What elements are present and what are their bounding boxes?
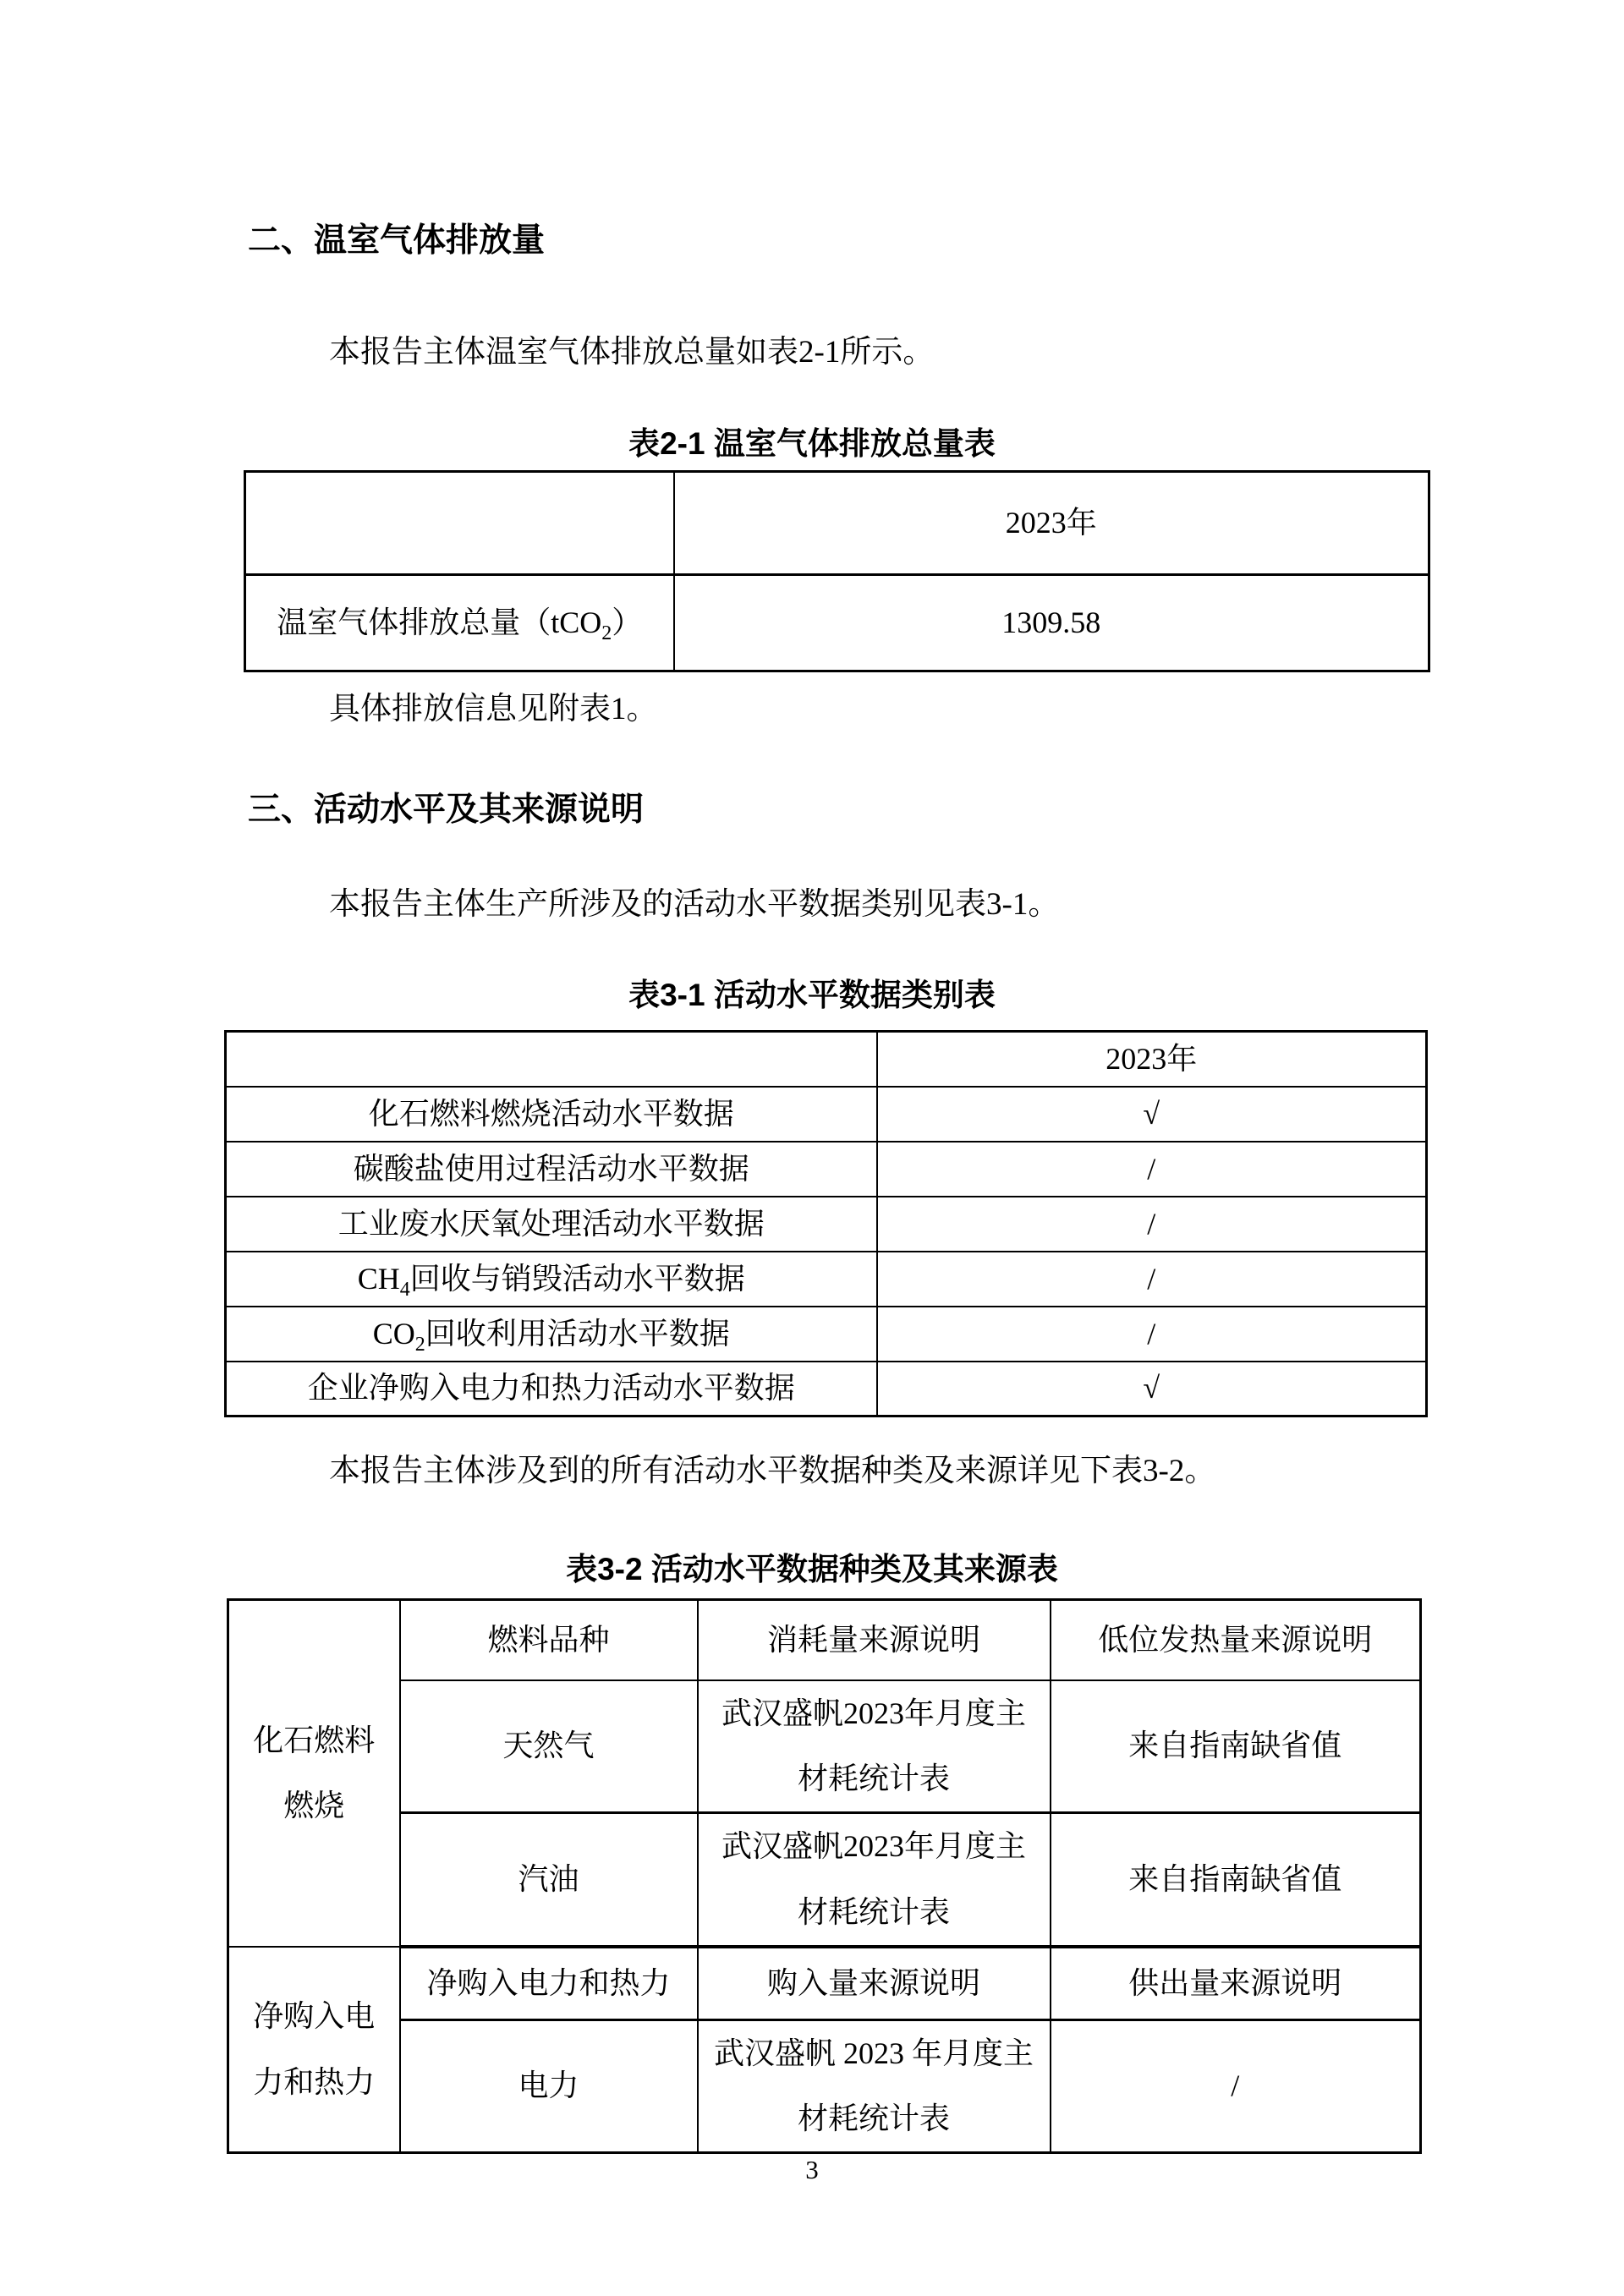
- table-2-1-header-row: [245, 472, 1429, 575]
- table-cell: 汽油: [400, 1813, 698, 1947]
- table-cell: 电力: [400, 2019, 698, 2153]
- label-text: 温室气体排放总量（tCO: [277, 606, 602, 640]
- label-text: 碳酸盐使用过程活动水平数据: [353, 1151, 749, 1186]
- table-row: [226, 1087, 1427, 1142]
- section-3-intro: 本报告主体生产所涉及的活动水平数据类别见表3-1。: [329, 887, 1060, 922]
- section-2-intro: 本报告主体温室气体排放总量如表2-1所示。: [329, 335, 935, 370]
- table-cell: 低位发热量来源说明: [1051, 1600, 1421, 1680]
- section-3-intro2: 本报告主体涉及到的所有活动水平数据种类及来源详见下表3-2。: [329, 1454, 1216, 1488]
- table-cell-value: √: [877, 1362, 1427, 1417]
- label-subscript: 2: [601, 622, 612, 645]
- table-cell: /: [1051, 2019, 1421, 2153]
- table-row: [228, 1947, 1421, 2019]
- table-cell-value: /: [877, 1307, 1427, 1362]
- table-cell-empty: [226, 1032, 877, 1087]
- table-cell-value: /: [877, 1197, 1427, 1252]
- table-row: [226, 1362, 1427, 1417]
- table-3-2: [227, 1598, 1422, 2154]
- table-row: [226, 1142, 1427, 1197]
- table-cell-value: /: [877, 1142, 1427, 1197]
- table-3-1-header-row: [226, 1032, 1427, 1087]
- table-row: [228, 1600, 1421, 1680]
- table-2-1: [244, 470, 1430, 672]
- table-cell: 净购入电力和热力: [400, 1947, 698, 2019]
- table-3-1-caption: 表3-1 活动水平数据类别表: [628, 978, 996, 1012]
- section-2-note: 具体排放信息见附表1。: [329, 692, 658, 726]
- table-cell: 购入量来源说明: [698, 1947, 1051, 2019]
- table-cell-empty: [245, 472, 674, 575]
- table-cell-label: [226, 1197, 877, 1252]
- table-cell: 燃料品种: [400, 1600, 698, 1680]
- table-row: [226, 1307, 1427, 1362]
- table-row: [228, 2019, 1421, 2153]
- label-text: ）: [612, 606, 643, 640]
- table-cell-label: [245, 575, 674, 671]
- table-cell-value: /: [877, 1252, 1427, 1307]
- section-3-heading: 三、活动水平及其来源说明: [248, 792, 645, 828]
- table-cell: 来自指南缺省值: [1051, 1680, 1421, 1813]
- page-number: 3: [805, 2155, 819, 2184]
- table-cell: 武汉盛帆2023年月度主材耗统计表: [698, 1680, 1051, 1813]
- label-text: 企业净购入电力和热力活动水平数据: [307, 1371, 795, 1406]
- table-3-1: [224, 1030, 1428, 1417]
- table-cell: 供出量来源说明: [1051, 1947, 1421, 2019]
- section-2-heading: 二、温室气体排放量: [248, 222, 546, 259]
- table-cell-label: [226, 1362, 877, 1417]
- label-text: 回收与销毁活动水平数据: [409, 1261, 745, 1296]
- table-cell-year: 2023年: [877, 1032, 1427, 1087]
- table-cell: 天然气: [400, 1680, 698, 1813]
- label-subscript: 2: [414, 1333, 425, 1356]
- table-cell-label: [226, 1142, 877, 1197]
- table-cell: 武汉盛帆 2023 年月度主材耗统计表: [698, 2019, 1051, 2153]
- table-row: [226, 1252, 1427, 1307]
- table-cell-value: √: [877, 1087, 1427, 1142]
- label-text: 工业废水厌氧处理活动水平数据: [337, 1206, 765, 1241]
- table-cell-group-label: 化石燃料燃烧: [228, 1600, 400, 1948]
- table-row: [228, 1813, 1421, 1947]
- table-row: [226, 1197, 1427, 1252]
- label-text: CH: [357, 1261, 400, 1296]
- table-cell-label: [226, 1087, 877, 1142]
- table-cell-group-label: 净购入电力和热力: [228, 1947, 400, 2153]
- table-cell-label: [226, 1307, 877, 1362]
- table-row: [228, 1680, 1421, 1813]
- label-text: 回收利用活动水平数据: [425, 1316, 730, 1351]
- table-2-1-caption: 表2-1 温室气体排放总量表: [628, 426, 996, 461]
- table-cell: 来自指南缺省值: [1051, 1813, 1421, 1947]
- label-subscript: 4: [399, 1278, 410, 1301]
- table-cell: 武汉盛帆2023年月度主材耗统计表: [698, 1813, 1051, 1947]
- table-2-1-data-row: [245, 575, 1429, 671]
- table-cell-value: 1309.58: [674, 575, 1429, 671]
- table-cell-label: [226, 1252, 877, 1307]
- label-text: 化石燃料燃烧活动水平数据: [368, 1096, 734, 1131]
- table-cell: 消耗量来源说明: [698, 1600, 1051, 1680]
- label-text: CO: [372, 1316, 415, 1351]
- table-3-2-caption: 表3-2 活动水平数据种类及其来源表: [566, 1552, 1058, 1586]
- table-cell-year: 2023年: [674, 472, 1429, 575]
